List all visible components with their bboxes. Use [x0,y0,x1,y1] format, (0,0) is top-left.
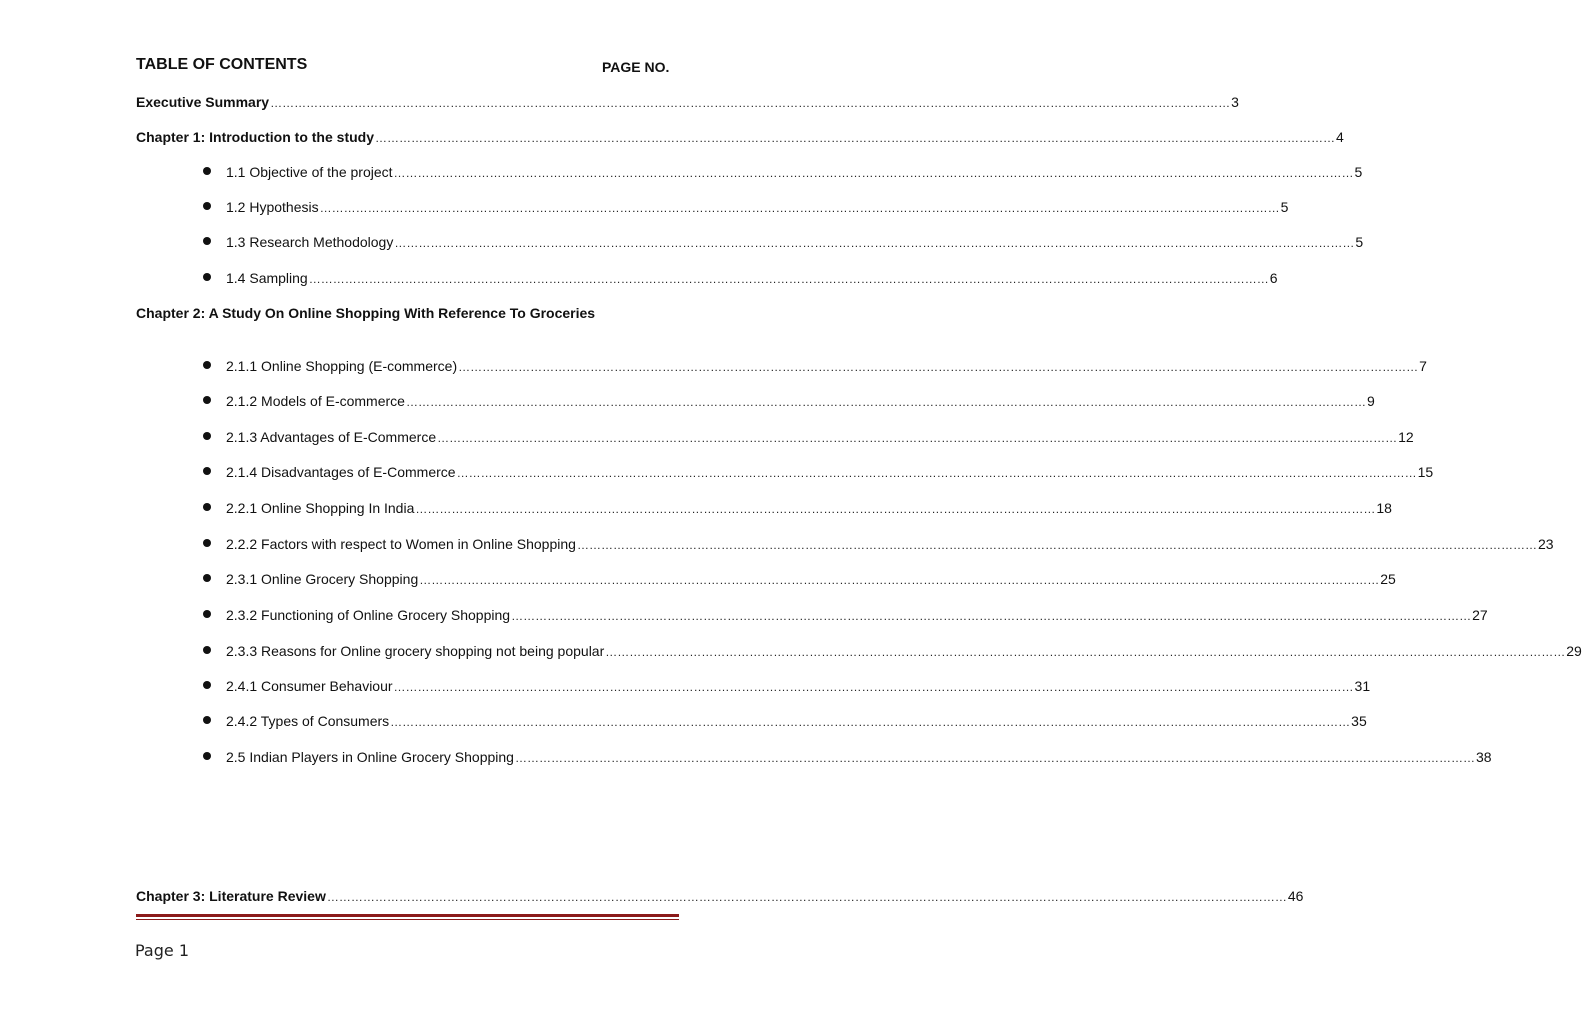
toc-subentry-page: 31 [1354,678,1371,694]
toc-subentry[interactable] [226,462,1434,482]
dot-leader: …………………………………………………………………………………………………………………………………………………………………………………………………………………… [393,166,1354,180]
toc-subentry-page: 12 [1398,429,1414,445]
toc-entry-executive-summary[interactable] [136,92,1239,112]
dot-leader: …………………………………………………………………………………………………………………………………………………………………………………………………………………… [270,96,1231,110]
dot-leader: …………………………………………………………………………………………………………………………………………………………………………………………………………………… [415,502,1376,516]
bullet-icon [203,752,211,760]
toc-subentry[interactable] [226,268,1278,288]
toc-subentry-label: 2.5 Indian Players in Online Grocery Shopping [226,749,514,765]
toc-entry-chapter-2[interactable] [136,303,664,323]
toc-subentry[interactable] [226,711,1367,731]
toc-subentry-label: 1.4 Sampling [226,270,308,286]
toc-subentry-label: 2.3.3 Reasons for Online grocery shopping not being popular [226,643,605,659]
toc-entry-page: 46 [1287,888,1304,904]
toc-subentry-label: 2.4.1 Consumer Behaviour [226,678,393,694]
toc-subentry-label: 1.1 Objective of the project [226,164,393,180]
toc-subentry[interactable] [226,676,1371,696]
dot-leader: …………………………………………………………………………………………………………………………………………………………………………………………………………………… [308,272,1269,286]
toc-subentry-page: 5 [1280,199,1289,215]
dot-leader: …………………………………………………………………………………………………………………………………………………………………………………………………………………… [394,236,1355,250]
bullet-icon [203,610,211,618]
toc-subentry-page: 18 [1376,500,1392,516]
toc-subentry-page: 25 [1380,571,1396,587]
page-number: Page 1 [135,941,189,960]
footer-rule [136,914,679,917]
toc-subentry-label: 2.3.2 Functioning of Online Grocery Shopping [226,607,511,623]
toc-subentry[interactable] [226,162,1363,182]
bullet-icon [203,361,211,369]
toc-title: TABLE OF CONTENTS [136,56,308,73]
toc-subentry[interactable] [226,605,1488,625]
toc-subentry[interactable] [226,569,1396,589]
toc-subentry-page: 7 [1419,358,1427,374]
toc-subentry[interactable] [226,747,1492,767]
bullet-icon [203,503,211,511]
dot-leader: …………………………………………………………………………………………………………………………………………………………………………………………………………………… [405,395,1366,409]
toc-subentry[interactable] [226,641,1582,661]
toc-subentry-page: 29 [1566,643,1582,659]
toc-entry-page: 4 [1336,129,1344,145]
toc-entry-chapter-3[interactable] [136,886,1304,906]
dot-leader: …………………………………………………………………………………………………………………………………………………………………………………………………………………… [511,609,1472,623]
footer-rule-thin [136,919,679,920]
dot-leader: …………………………………………………………………………………………………………………………………………………………………………………………………………………… [375,131,1335,145]
dot-leader: …………………………………………………………………………………………………………………………………………………………………………………………………………………… [437,431,1398,445]
toc-subentry[interactable] [226,232,1364,252]
toc-subentry[interactable] [226,498,1392,518]
dot-leader: …………………………………………………………………………………………………………………………………………………………………………………………………………………… [514,751,1475,765]
toc-subentry-label: 2.1.3 Advantages of E-Commerce [226,429,437,445]
toc-subentry-page: 15 [1417,464,1434,480]
bullet-icon [203,574,211,582]
toc-subentry-page: 5 [1354,164,1363,180]
toc-subentry-page: 9 [1366,393,1375,409]
toc-entry-label: Executive Summary [136,94,270,110]
toc-subentry-label: 2.2.1 Online Shopping In India [226,500,415,516]
bullet-icon [203,646,211,654]
toc-subentry-label: 1.3 Research Methodology [226,234,394,250]
toc-subentry-page: 27 [1472,607,1488,623]
toc-entry-label: Chapter 3: Literature Review [136,888,326,904]
toc-subentry-page: 5 [1355,234,1364,250]
bullet-icon [203,237,211,245]
toc-subentry-page: 35 [1351,713,1367,729]
toc-subentry[interactable] [226,356,1427,376]
page-no-column-label: PAGE NO. [602,59,670,75]
dot-leader: …………………………………………………………………………………………………………………………………………………………………………………………………………………… [393,680,1354,694]
toc-subentry-page: 38 [1475,749,1492,765]
bullet-icon [203,467,211,475]
toc-subentry[interactable] [226,391,1375,411]
toc-subentry[interactable] [226,427,1414,447]
toc-subentry-label: 1.2 Hypothesis [226,199,319,215]
dot-leader: …………………………………………………………………………………………………………………………………………………………………………………………………………………… [390,715,1351,729]
bullet-icon [203,716,211,724]
toc-entry-label: Chapter 2: A Study On Online Shopping With Reference To Groceries [136,305,596,321]
dot-leader: …………………………………………………………………………………………………………………………………………………………………………………………………………………… [419,573,1380,587]
dot-leader: …………………………………………………………………………………………………………………………………………………………………………………………………………………… [319,201,1280,215]
dot-leader: …………………………………………………………………………………………………………………………………………………………………………………………………………………… [326,890,1287,904]
toc-subentry-label: 2.3.1 Online Grocery Shopping [226,571,419,587]
toc-subentry-page: 23 [1537,536,1554,552]
toc-entry-page: 3 [1231,94,1239,110]
toc-subentry-label: 2.2.2 Factors with respect to Women in Online Shopping [226,536,576,552]
bullet-icon [203,396,211,404]
toc-subentry-label: 2.1.4 Disadvantages of E-Commerce [226,464,456,480]
toc-subentry-label: 2.1.2 Models of E-commerce [226,393,405,409]
bullet-icon [203,539,211,547]
toc-subentry[interactable] [226,534,1554,554]
bullet-icon [203,202,211,210]
bullet-icon [203,167,211,175]
toc-subentry-label: 2.1.1 Online Shopping (E-commerce) [226,358,458,374]
toc-entry-label: Chapter 1: Introduction to the study [136,129,374,145]
toc-subentry[interactable] [226,197,1289,217]
bullet-icon [203,273,211,281]
dot-leader: …………………………………………………………………………………………………………………………………………………………………………………………………………………… [458,360,1419,374]
toc-subentry-page: 6 [1269,270,1278,286]
dot-leader: …………………………………………………………………………………………………………………………………………………………………………………………………………………… [456,466,1417,480]
dot-leader: …………………………………………………………………………………………………………………………………………………………………………………………………………………… [605,645,1566,659]
bullet-icon [203,681,211,689]
dot-leader: …………………………………………………………………………………………………………………………………………………………………………………………………………………… [576,538,1537,552]
toc-subentry-label: 2.4.2 Types of Consumers [226,713,390,729]
bullet-icon [203,432,211,440]
toc-entry-chapter-1[interactable] [136,127,1344,147]
